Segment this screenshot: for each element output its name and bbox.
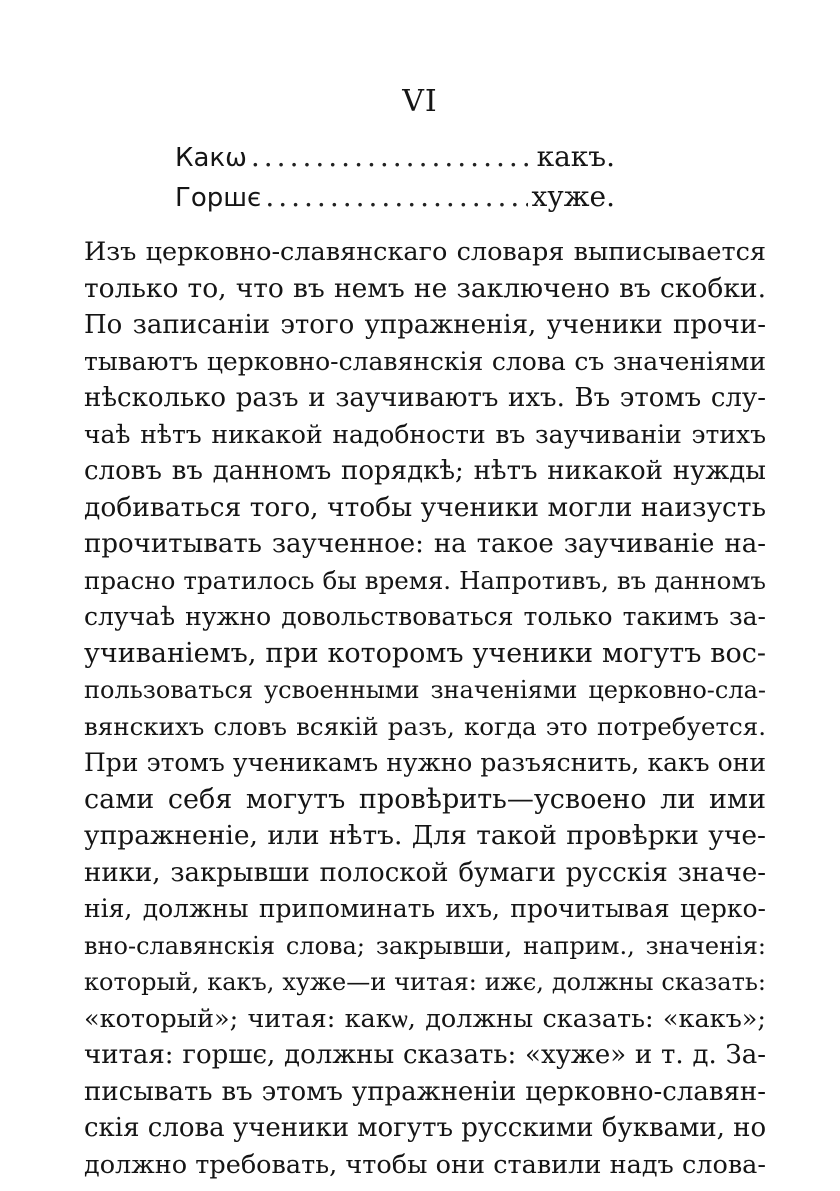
text-line: скія слова ученики могутъ русскими буквами, но (84, 1113, 766, 1143)
text-line: нѣсколько разъ и заучиваютъ ихъ. Въ этомъ слу- (84, 383, 766, 413)
text-line: только то, что въ немъ не заключено въ скобки. (84, 272, 766, 304)
text-line: чаѣ нѣтъ никакой надобности въ заучиваніи этихъ (84, 419, 766, 449)
text-line: При этомъ ученикамъ нужно разъяснить, какъ они (84, 748, 766, 777)
text-line: прасно тратилось бы время. Напротивъ, въ данномъ (84, 565, 766, 595)
text-line: вянскихъ словъ всякій разъ, когда это потребуется. (84, 711, 766, 741)
text-line: добиваться того, чтобы ученики могли наизусть (84, 491, 766, 523)
church-slavonic-word: Горшє (175, 183, 262, 213)
text-line: должно требовать, чтобы они ставили надъ слова- (84, 1149, 766, 1180)
text-line: упражненіе, или нѣтъ. Для такой провѣрки уче- (84, 820, 766, 851)
text-line: сами себя могутъ провѣрить—усвоено ли ими (84, 783, 766, 815)
text-line: тываютъ церковно-славянскія слова съ значеніями (84, 346, 766, 376)
text-line: ники, закрывши полоской бумаги русскія значе- (84, 857, 766, 888)
text-line: который, какъ, хуже—и читая: ижє, должны сказать: (84, 968, 766, 996)
text-line: Изъ церковно-славянскаго словаря выписывается (84, 237, 766, 267)
glossary-entry-kako (175, 140, 615, 175)
glossary-entry-gorshe (175, 180, 615, 215)
text-line: нія, должны припоминать ихъ, прочитывая церко- (84, 894, 766, 923)
text-line: По записаніи этого упражненія, ученики прочи- (84, 310, 766, 340)
text-line: пользоваться усвоенными значеніями церковно-сла- (84, 676, 766, 704)
text-line: учиваніемъ, при которомъ ученики могутъ вос- (84, 637, 766, 669)
text-line: словъ въ данномъ порядкѣ; нѣтъ никакой нужды (84, 456, 766, 486)
church-slavonic-word: Какѡ (175, 143, 247, 173)
text-line: читая: горшє, должны сказать: «хуже» и т. д. За- (84, 1040, 766, 1070)
leader-dots (251, 140, 533, 174)
page-number: VI (402, 84, 438, 119)
text-line: вно-славянскія слова; закрывши, наприм., значенія: (84, 931, 766, 960)
russian-meaning: хуже. (531, 180, 615, 213)
text-line: случаѣ нужно довольствоваться только такимъ за- (84, 602, 766, 631)
leader-dots (265, 180, 527, 214)
text-line: «который»; читая: какѡ, должны сказать: «какъ»; (84, 1003, 766, 1034)
russian-meaning: какъ. (536, 140, 615, 173)
body-paragraph (84, 234, 766, 1183)
text-line: прочитывать заученное: на такое заучиваніе на- (84, 529, 766, 559)
text-line: писывать въ этомъ упражненіи церковно-славян- (84, 1076, 766, 1107)
